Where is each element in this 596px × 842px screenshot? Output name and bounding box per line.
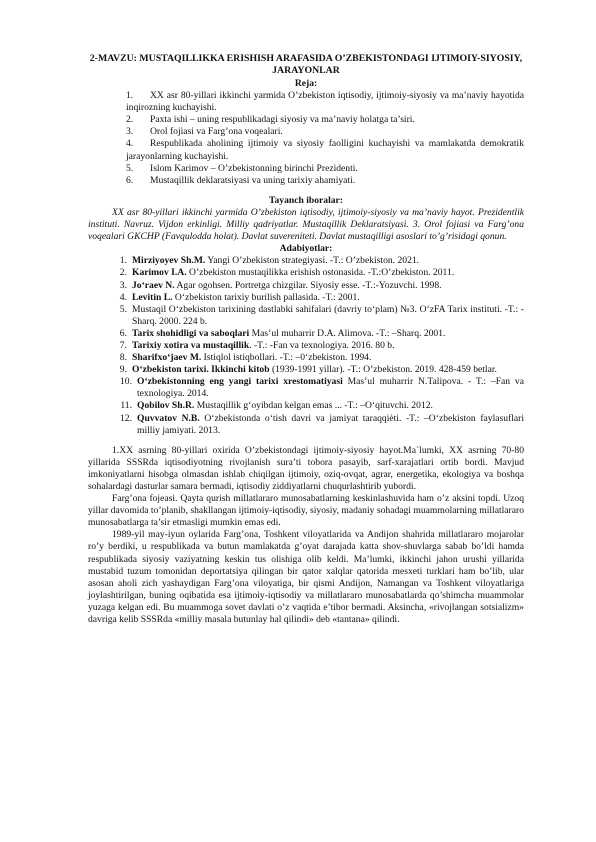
- references-heading: Adabiyotlar:: [279, 243, 333, 255]
- reference-item: [88, 352, 524, 364]
- plan-item: [88, 114, 524, 126]
- terms-text: XX asr 80-yillari ikkinchi yarmida O’zbekiston iqtisodiy, ijtimoiy-siyosiy va ma’naviy hayot. Prezidentlik instituti. Navruz. Vijdon erkinligi. Milliy qadriyatlar. Mustaqillik Deklaratsiyasi. 3. Orol fojiasi va Farg’ona voqealari GKCHP (Favqulodda holat). Davlat suvereniteti. Davlat mustaqilligi asoslari to’g’risidagi qonun.: [88, 206, 524, 243]
- reference-number: 10.: [120, 376, 132, 388]
- plan-item: [88, 138, 524, 162]
- reference-details: Agar ogohsen. Portretga chizgilar. Siyosiy esse. -T.:-Yozuvchi. 1998.: [174, 279, 442, 291]
- plan-item-number: 4.: [126, 138, 134, 150]
- plan-list: [88, 90, 524, 187]
- document-title: 2-MAVZU: MUSTAQILLIKKA ERISHISH ARAFASIDA O’ZBEKISTONDAGI IJTIMOIY-SIYOSIY, JARAYONLAR: [89, 53, 523, 76]
- reference-number: 7.: [119, 339, 127, 351]
- reference-details: Mas’ul muharrir N.Talipova. - T.: ‒Fan va texnologiya. 2014.: [137, 376, 524, 400]
- reference-author: Qobilov Sh.R.: [137, 400, 195, 412]
- reference-number: 5.: [119, 303, 127, 315]
- plan-item-number: 3.: [126, 126, 134, 138]
- reference-details: O‘zbekiston tarixiy burilish pallasida. -T.: 2001.: [172, 291, 360, 303]
- plan-item-number: 2.: [126, 114, 134, 126]
- plan-item-text: Mustaqillik deklaratsiyasi va uning tarixiy ahamiyati.: [150, 174, 356, 186]
- plan-item-text: Orol fojiasi va Farg’ona voqealari.: [150, 126, 283, 138]
- reference-details: Yangi O’zbekiston strategiyasi. -T.: O’zbekiston. 2021.: [205, 255, 420, 267]
- reference-item: [88, 340, 524, 352]
- plan-item-text: XX asr 80-yillari ikkinchi yarmida O’zbekiston iqtisodiy, ijtimoiy-siyosiy va ma’naviy hayotida inqirozning kuchayishi.: [126, 90, 524, 114]
- terms-heading: Tayanch iboralar:: [268, 194, 343, 206]
- reference-author: Jo‘raev N.: [132, 279, 175, 291]
- reference-number: 12.: [120, 412, 132, 424]
- plan-item: [88, 90, 524, 114]
- plan-item-number: 6.: [126, 174, 134, 186]
- plan-item: [88, 175, 524, 187]
- reference-details: O’zbekiston mustaqilikka erishish ostonasida. -T.:O’zbekiston. 2011.: [186, 267, 455, 279]
- plan-item-text: Paxta ishi – uning respublikadagi siyosiy va ma’naviy holatga ta’siri.: [150, 114, 415, 126]
- body-paragraph: Farg’ona fojeasi. Qayta qurish millatlararo munosabatlarning keskinlashuvida ham o’z aksini topdi. Uzoq yillar davomida to’planib, shakllangan ijtimoiy-iqtisodiy, siyosiy, madaniy sohadagi muammolarning millatlararo munosabatlarga ta’sir etmasligi mumkin emas edi.: [88, 493, 524, 529]
- reference-author: Levitin L.: [132, 291, 173, 303]
- reference-item: [88, 304, 524, 328]
- reference-item: [88, 364, 524, 376]
- reference-details: . -T.: -Fan va texnologiya. 2016. 80 b.: [249, 339, 395, 351]
- body-paragraph: 1989-yil may-iyun oylarida Farg’ona, Toshkent viloyatlarida va Andijon shahrida millatlararo mojarolar ro’y berdiki, u respublikada va butun mamlakatda g’oyat darajada katta shov-shuvlarga sabab bo’ldi hamda respublikada siyosiy vaziyatning keskin tus olishiga olib keldi. Ma’lumki, ikkinchi jahon urushi yillarida mustabid tuzum tomonidan deportatsiya qilingan bir qator xalqlar qatorida mesxeti turklari ham bo’lib, ular asosan aholi zich yashaydigan Farg’ona viloyatiga, bir qismi Andijon, Namangan va Toshkent viloyatlariga joylashtirilgan, buning oqibatida esa ijtimoiy-iqtisodiy va millatlararo munosabatlarda qo’shimcha muammolar yuzaga kelgan edi. Bu muammoga sovet davlati o’z vaqtida e’tibor bermadi. Aksincha, «rivojlangan sotsializm» davriga kelib SSSRda «milliy masala butunlay hal qilindi» deb «tantana» qilindi.: [88, 529, 524, 626]
- reference-author: Tarix shohidligi va saboqlari: [132, 327, 250, 339]
- plan-heading: Reja:: [294, 78, 318, 89]
- plan-item: [88, 126, 524, 138]
- reference-number: 3.: [119, 279, 127, 291]
- reference-details: (1939-1991 yillar). -T.: O’zbekiston. 2019. 428-459 betlar.: [269, 364, 497, 376]
- reference-author: O‘zbekiston tarixi. Ikkinchi kitob: [132, 364, 270, 376]
- reference-author: Tarixiy xotira va mustaqillik: [132, 339, 250, 351]
- reference-item: [88, 255, 524, 267]
- body-paragraph: 1.XX asrning 80-yillari oxirida O’zbekistondagi ijtimoiy-siyosiy hayot.Ma`lumki, XX asrning 70-80 yillarida SSSRda iqtisodiyotning rivojlanish sura’ti tobora pasayib, sarf-xarajatlari ortib bordi. Mavjud imkoniyatlarni hisobga olmasdan ishlab chiqilgan ijtimoiy, oziq-ovqat, agrar, energetika, ekologiya va boshqa sohalardagi dasturlar samara bermadi, iqtisodiy ziddiyatlarni chuqurlashtirib yubordi.: [88, 444, 524, 492]
- reference-item: [88, 413, 524, 437]
- reference-author: Karimov I.A.: [132, 267, 187, 279]
- reference-details: Mustaqillik g‘oyibdan kelgan emas ... -T.: ‒O‘qituvchi. 2012.: [194, 400, 433, 412]
- reference-details: Istiqlol istiqbollari. -T.: ‒0‘zbekiston. 1994.: [201, 352, 372, 364]
- reference-item: [88, 376, 524, 400]
- reference-details: Mas’ul muharrir D.A. Alimova. -T.: ‒Sharq. 2001.: [249, 327, 446, 339]
- document-page: [88, 53, 524, 626]
- reference-item: [88, 400, 524, 412]
- reference-author: O‘zbekistonning eng yangi tarixi xrestomatiyasi: [137, 376, 343, 388]
- plan-item-number: 1.: [126, 90, 134, 102]
- reference-item: [88, 292, 524, 304]
- reference-number: 11.: [120, 400, 132, 412]
- plan-item-number: 5.: [126, 162, 134, 174]
- reference-number: 6.: [119, 327, 127, 339]
- reference-number: 9.: [119, 364, 127, 376]
- plan-item-text: Islom Karimov – O’zbekistonning birinchi Prezidenti.: [150, 162, 358, 174]
- plan-item-text: Respublikada aholining ijtimoiy va siyosiy faolligini kuchayishi va mamlakatda demokratik jarayonlarning kuchayishi.: [126, 138, 524, 162]
- reference-details: O‘zbekistonda o‘tish davri va jamiyat taraqqiėti. -T.: ‒O‘zbekiston faylasuflari milliy jamiyati. 2013.: [137, 412, 524, 436]
- reference-details: Mustaqil O‘zbekiston tarixining dastlabki sahifalari (davriy to‘plam) №3. O‘zFA Tarix instituti. -T.: -Sharq. 2000. 224 b.: [132, 303, 524, 327]
- reference-number: 1.: [119, 255, 127, 267]
- plan-item: [88, 163, 524, 175]
- reference-item: [88, 267, 524, 279]
- reference-item: [88, 280, 524, 292]
- reference-author: Quvvatov N.B.: [137, 412, 200, 424]
- reference-item: [88, 328, 524, 340]
- reference-number: 8.: [119, 352, 127, 364]
- references-list: [88, 255, 524, 436]
- reference-number: 4.: [119, 291, 127, 303]
- reference-number: 2.: [119, 267, 127, 279]
- reference-author: Sharifxo‘jaev M.: [132, 352, 202, 364]
- reference-author: Mirziyoyev Sh.M.: [132, 255, 206, 267]
